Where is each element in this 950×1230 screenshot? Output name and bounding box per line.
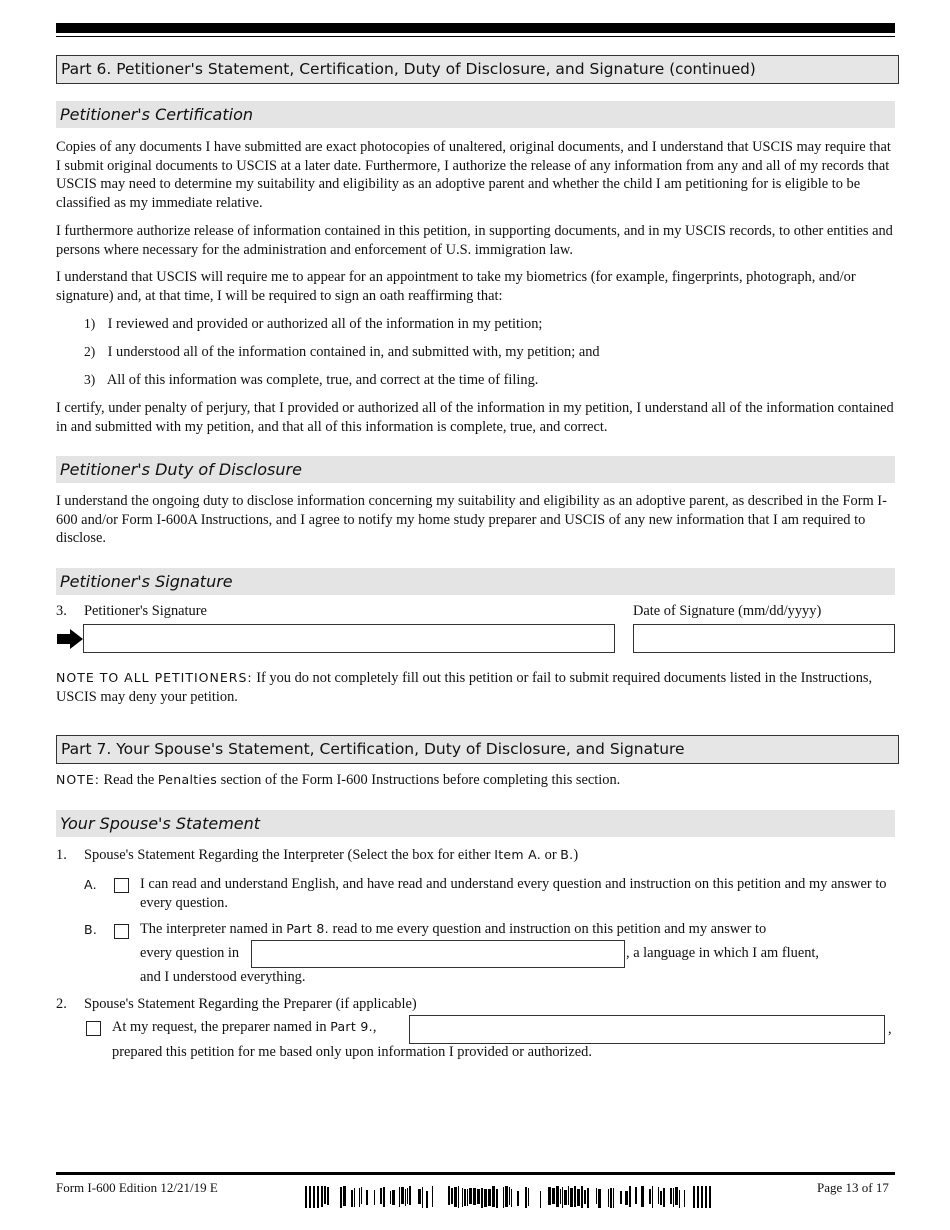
oath-item-number: 1) xyxy=(84,316,96,331)
oath-item-number: 2) xyxy=(84,344,96,359)
part7-note-post: section of the Form I-600 Instructions before completing this section. xyxy=(217,772,621,788)
petitioner-signature-field[interactable] xyxy=(83,624,615,653)
option-b-line-3: and I understood everything. xyxy=(140,969,306,985)
preparer-checkbox[interactable] xyxy=(86,1021,101,1036)
disclosure-heading: Petitioner's Duty of Disclosure xyxy=(56,456,895,483)
oath-item-text: I understood all of the information contained in, and submitted with, my petition; and xyxy=(107,344,600,360)
signature-label: Petitioner's Signature xyxy=(84,603,207,619)
oath-item-3 xyxy=(84,371,884,390)
option-b-line-2-pre: every question in xyxy=(140,945,240,961)
form-edition: Form I-600 Edition 12/21/19 E xyxy=(56,1180,218,1195)
part7-header: Part 7. Your Spouse's Statement, Certification, Duty of Disclosure, and Signature xyxy=(56,735,899,764)
oath-item-number: 3) xyxy=(84,372,96,387)
question-2-number: 2. xyxy=(56,996,67,1012)
spouse-statement-heading: Your Spouse's Statement xyxy=(56,810,895,837)
signature-heading: Petitioner's Signature xyxy=(56,568,895,595)
preparer-statement-line-1 xyxy=(112,1018,376,1036)
oath-item-2 xyxy=(84,343,884,362)
part6-header xyxy=(56,55,899,84)
interpreter-language-field[interactable] xyxy=(251,940,625,968)
preparer-pre: At my request, the preparer named in xyxy=(112,1019,331,1035)
question-1-number: 1. xyxy=(56,847,67,863)
page-number: Page 13 of 17 xyxy=(817,1180,889,1195)
part7-note-label: NOTE: xyxy=(56,772,100,787)
part6-continued: (continued) xyxy=(669,60,756,78)
option-b-line-2-post: , a language in which I am fluent, xyxy=(626,945,820,961)
date-of-signature-field[interactable] xyxy=(633,624,895,653)
certification-paragraph-1: Copies of any documents I have submitted are exact photocopies of unaltered, original documents, and I understand that USCIS may require that I submit original documents to USCIS at a later date. Furthermore, I authorize the release of any information from any and all of my records that USCIS may need to determine my suitability and eligibility as an adoptive parent and whether the child I am petitioning for is eligible to be classified as my immediate relative. xyxy=(56,139,891,211)
part7-note-pre: Read the xyxy=(99,772,158,788)
top-rule xyxy=(56,23,895,33)
preparer-post: , xyxy=(372,1019,377,1035)
signature-item-number: 3. xyxy=(56,603,67,619)
part7-note xyxy=(56,771,898,790)
footer-rule xyxy=(56,1172,895,1175)
disclosure-paragraph: I understand the ongoing duty to disclose information concerning my suitability and eligibility as an adoptive parent, as described in the Form I-600 and/or Form I-600A Instructions, and I agree to notify my home study preparer and USCIS of any new information that I am required to disclose. xyxy=(56,493,887,547)
note-label: NOTE TO ALL PETITIONERS: xyxy=(56,670,253,685)
question-1-text xyxy=(84,846,578,864)
option-b-post: read to me every question and instruction on this petition and my answer to xyxy=(328,921,767,937)
preparer-statement-line-2: prepared this petition for me based only upon information I provided or authorized. xyxy=(112,1044,592,1060)
item-b-reference: B. xyxy=(560,847,574,862)
option-a-letter: A. xyxy=(84,877,97,892)
oath-item-text: I reviewed and provided or authorized all of the information in my petition; xyxy=(107,316,543,332)
oath-item-1 xyxy=(84,315,884,334)
option-b-pre: The interpreter named in xyxy=(140,921,287,937)
option-b-letter: B. xyxy=(84,922,98,937)
option-b-line-1 xyxy=(140,920,766,938)
signature-arrow-icon xyxy=(57,629,83,649)
note-text: If you do not completely fill out this petition or fail to submit required documents listed in the Instructions, USCIS may deny your petition. xyxy=(56,670,873,705)
item-a-reference: Item A. xyxy=(494,847,542,862)
option-b-checkbox[interactable] xyxy=(114,924,129,939)
penalties-reference: Penalties xyxy=(157,772,218,787)
preparer-trailing-comma: , xyxy=(888,1021,892,1037)
part-8-reference: Part 8. xyxy=(286,921,329,936)
certification-paragraph-2: I furthermore authorize release of information contained in this petition, in supporting documents, and in my USCIS records, to other entities and persons where necessary for the administration and enforcement of U.S. immigration law. xyxy=(56,223,893,258)
question-2-text: Spouse's Statement Regarding the Preparer (if applicable) xyxy=(84,996,417,1012)
question-1-pre: Spouse's Statement Regarding the Interpreter (Select the box for either xyxy=(84,847,495,863)
certification-heading: Petitioner's Certification xyxy=(56,101,895,128)
barcode-image xyxy=(305,1186,715,1208)
top-thin-rule xyxy=(56,36,895,37)
oath-item-text: All of this information was complete, true, and correct at the time of filing. xyxy=(106,372,539,388)
date-of-signature-label: Date of Signature (mm/dd/yyyy) xyxy=(633,603,822,619)
preparer-name-field[interactable] xyxy=(409,1015,885,1044)
part6-title: Part 6. Petitioner's Statement, Certification, Duty of Disclosure, and Signature xyxy=(61,60,665,78)
option-a-checkbox[interactable] xyxy=(114,878,129,893)
question-1-post: ) xyxy=(573,847,579,863)
part-9-reference: Part 9. xyxy=(330,1019,373,1034)
option-a-text: I can read and understand English, and have read and understand every question and instruction on this petition and my answer to every question. xyxy=(140,876,887,911)
certification-paragraph-3: I understand that USCIS will require me to appear for an appointment to take my biometrics (for example, fingerprints, photograph, and/or signature) and, at that time, I will be required to sign an oath reaffirming that: xyxy=(56,269,856,304)
note-to-petitioners xyxy=(56,669,898,706)
question-1-mid: or xyxy=(541,847,561,863)
certification-paragraph-4: I certify, under penalty of perjury, that I provided or authorized all of the information in my petition, I understand all of the information contained in and submitted with my petition, and that all of this information is complete, true, and correct. xyxy=(56,400,894,435)
